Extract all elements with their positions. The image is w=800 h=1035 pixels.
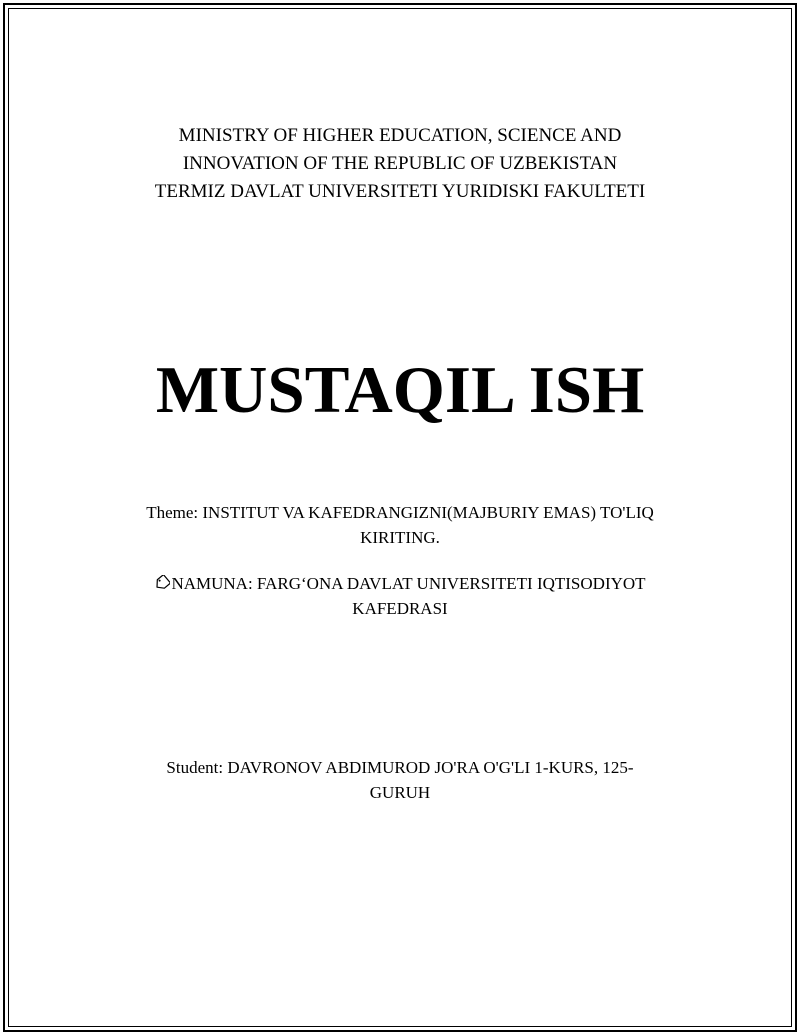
student-block xyxy=(100,755,700,805)
document-title: MUSTAQIL ISH xyxy=(155,353,645,427)
sample-line-1-wrapper xyxy=(100,571,700,596)
institution-header xyxy=(100,122,700,206)
sample-block xyxy=(100,571,700,621)
header-line-2: INNOVATION OF THE REPUBLIC OF UZBEKISTAN xyxy=(182,153,618,174)
theme-line-1: Theme: INSTITUT VA KAFEDRANGIZNI(MAJBURIY EMAS) TO'LIQ xyxy=(146,503,654,522)
sample-line-1: NAMUNA: FARG‘ONA DAVLAT UNIVERSITETI IQTISODIYOT xyxy=(171,574,646,593)
tag-icon xyxy=(154,573,170,589)
student-line-1: Student: DAVRONOV ABDIMUROD JO'RA O'G'LI 1-KURS, 125- xyxy=(166,758,634,777)
theme-block xyxy=(100,500,700,550)
sample-line-2: KAFEDRASI xyxy=(352,599,448,618)
theme-line-2: KIRITING. xyxy=(360,528,440,547)
header-line-3: TERMIZ DAVLAT UNIVERSITETI YURIDISKI FAKULTETI xyxy=(154,181,646,202)
header-line-1: MINISTRY OF HIGHER EDUCATION, SCIENCE AND xyxy=(178,125,622,146)
student-line-2: GURUH xyxy=(369,783,431,802)
